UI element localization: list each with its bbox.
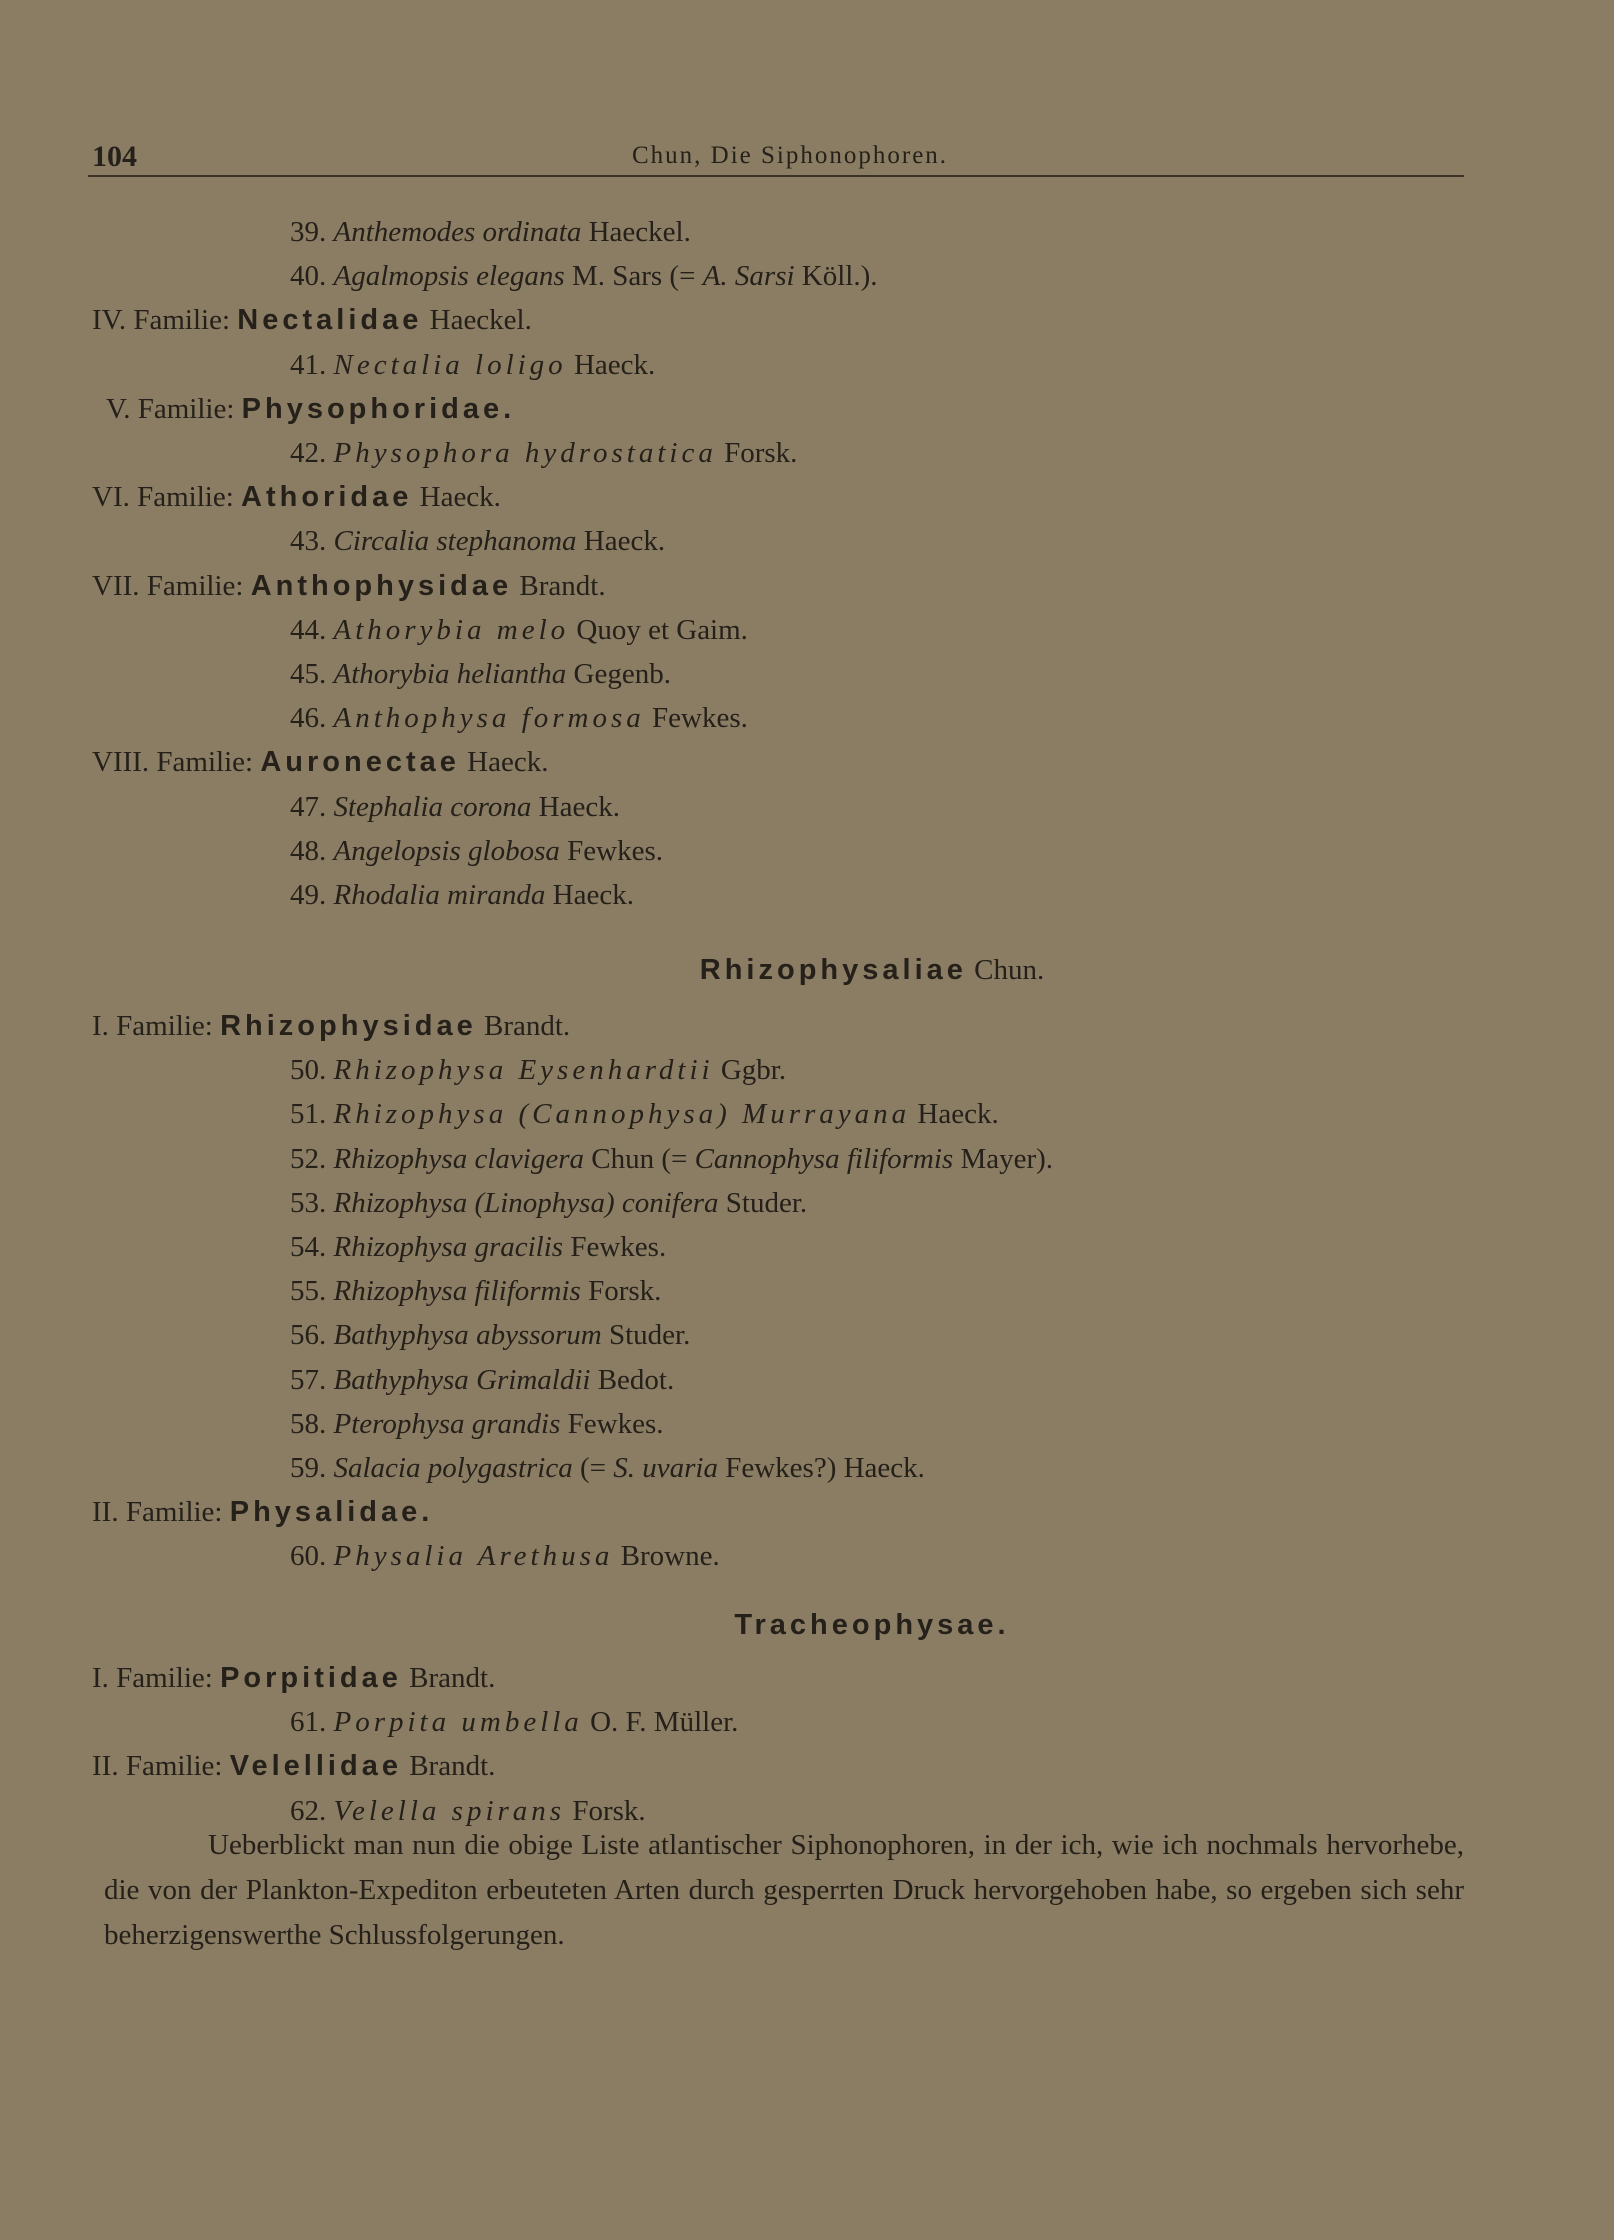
family-author: Haeck. — [467, 746, 549, 779]
genus-name: Agalmopsis — [333, 260, 469, 293]
family-ordinal: VII. — [92, 569, 140, 602]
entry-number: 48. — [290, 834, 327, 867]
species-binomial — [334, 835, 560, 867]
family-label: Familie: — [125, 1750, 223, 1783]
family-ordinal: IV. — [92, 304, 127, 337]
family-name: Physophoridae. — [241, 392, 516, 425]
family-label: Familie: — [156, 746, 254, 779]
synonym: Cannophysa filiformis — [694, 1142, 954, 1175]
entry-number: 53. — [290, 1186, 327, 1219]
author: Forsk. — [724, 437, 798, 469]
species-name: (Cannophysa) Murrayana — [518, 1098, 911, 1131]
page-number: 104 — [92, 140, 137, 173]
species-entry — [290, 1227, 666, 1267]
species-binomial — [334, 1187, 719, 1219]
species-name: ordinata — [482, 216, 582, 248]
entry-number: 42. — [290, 437, 327, 469]
species-binomial — [334, 702, 645, 734]
species-name: melo — [496, 613, 570, 646]
species-binomial — [334, 260, 565, 292]
species-name: polygastrica — [427, 1452, 573, 1484]
species-name: elegans — [476, 260, 565, 293]
genus-name: Circalia — [333, 525, 430, 558]
genus-name: Rhodalia — [333, 879, 440, 911]
species-entry — [290, 654, 671, 694]
family-heading — [92, 1658, 495, 1698]
family-name: Athoridae — [241, 481, 413, 514]
species-binomial — [334, 614, 570, 646]
genus-name: Rhizophysa — [333, 1142, 468, 1175]
species-entry — [290, 212, 691, 252]
species-entry — [290, 1536, 720, 1576]
author: Forsk. — [572, 1794, 646, 1827]
species-entry — [290, 1271, 661, 1311]
entry-number: 41. — [290, 348, 327, 381]
species-name: formosa — [521, 702, 645, 735]
author: Quoy et Gaim. — [576, 613, 748, 646]
family-ordinal: VI. — [92, 481, 130, 514]
author: (= — [580, 1452, 607, 1484]
species-entry — [290, 433, 797, 473]
family-heading — [92, 566, 606, 606]
species-name: Eysenhardtii — [518, 1054, 714, 1087]
section-heading-tracheophysae: Tracheophysae. — [734, 1609, 1010, 1641]
species-entry — [290, 1702, 738, 1742]
genus-name: Athorybia — [333, 658, 450, 690]
species-entry — [290, 1448, 925, 1488]
family-author: Brandt. — [519, 569, 606, 602]
family-label: Familie: — [116, 1010, 213, 1042]
species-binomial — [334, 1319, 602, 1351]
family-name: Rhizophysidae — [220, 1010, 477, 1042]
running-title: Chun, Die Siphonophoren. — [632, 142, 949, 169]
genus-name: Bathyphysa — [333, 1363, 469, 1396]
family-label: Familie: — [137, 392, 235, 425]
entry-number: 49. — [290, 879, 327, 911]
species-name: hydrostatica — [524, 437, 717, 469]
species-binomial — [334, 1408, 561, 1440]
synonym-author: Köll.). — [801, 260, 878, 293]
family-ordinal: II. — [92, 1496, 119, 1529]
species-binomial — [334, 1275, 581, 1307]
species-entry — [290, 1139, 1053, 1179]
entry-number: 50. — [290, 1054, 327, 1087]
species-entry — [290, 787, 620, 827]
genus-name: Nectalia — [333, 348, 464, 381]
synonym-author: Fewkes?) Haeck. — [725, 1452, 925, 1484]
family-label: Familie: — [133, 304, 231, 337]
family-name: Auronectae — [260, 746, 460, 779]
species-name: spirans — [451, 1794, 566, 1827]
author: Ggbr. — [720, 1054, 787, 1087]
family-author: Haeckel. — [429, 304, 532, 337]
genus-name: Rhizophysa — [333, 1275, 468, 1308]
genus-name: Velella — [333, 1794, 441, 1827]
family-heading — [92, 742, 548, 782]
species-binomial — [334, 1231, 564, 1263]
genus-name: Salacia — [333, 1452, 421, 1484]
species-name: corona — [450, 790, 532, 823]
author: Studer. — [608, 1319, 691, 1352]
author: Fewkes. — [567, 1407, 664, 1440]
genus-name: Anthophysa — [333, 702, 511, 735]
family-ordinal: I. — [92, 1662, 109, 1694]
species-binomial — [334, 1540, 614, 1572]
entry-number: 55. — [290, 1275, 327, 1308]
family-label: Familie: — [116, 1662, 213, 1694]
author: Haeck. — [538, 790, 620, 823]
species-entry — [290, 345, 655, 385]
genus-name: Stephalia — [333, 790, 444, 823]
author: Studer. — [725, 1186, 808, 1219]
genus-name: Rhizophysa — [333, 1098, 508, 1131]
family-name: Nectalidae — [237, 304, 423, 337]
species-entry — [290, 610, 748, 650]
author: Haeck. — [583, 525, 666, 558]
genus-name: Pterophysa — [333, 1407, 465, 1440]
family-ordinal: VIII. — [92, 746, 150, 779]
entry-number: 43. — [290, 525, 327, 558]
family-name: Porpitidae — [220, 1662, 402, 1694]
species-name: umbella — [461, 1706, 583, 1739]
family-label: Familie: — [137, 481, 234, 514]
family-ordinal: V. — [106, 392, 131, 425]
author: Forsk. — [588, 1275, 662, 1308]
species-name: miranda — [447, 879, 546, 911]
species-name: clavigera — [474, 1142, 584, 1175]
family-ordinal: I. — [92, 1010, 109, 1042]
species-entry — [290, 1183, 807, 1223]
family-ordinal: II. — [92, 1750, 119, 1783]
species-name: Grimaldii — [476, 1363, 591, 1396]
family-heading — [92, 477, 501, 517]
species-binomial — [334, 1795, 566, 1827]
species-name: gracilis — [474, 1231, 564, 1263]
family-heading — [92, 1746, 495, 1786]
species-entry — [290, 831, 663, 871]
species-name: filiformis — [474, 1275, 581, 1308]
species-binomial — [334, 1364, 591, 1396]
species-binomial — [334, 1054, 714, 1086]
author: Haeck. — [573, 348, 656, 381]
family-label: Familie: — [125, 1496, 223, 1529]
entry-number: 40. — [290, 260, 327, 293]
entry-number: 44. — [290, 613, 327, 646]
section-heading-rhizophysaliae: Rhizophysaliae Chun. — [699, 954, 1045, 986]
entry-number: 58. — [290, 1407, 327, 1440]
author: Chun (= — [591, 1142, 688, 1175]
author: Fewkes. — [567, 834, 663, 867]
family-heading — [92, 300, 532, 340]
family-name: Velellidae — [229, 1750, 402, 1783]
species-entry — [290, 698, 748, 738]
species-binomial — [334, 879, 546, 911]
species-binomial — [334, 658, 567, 690]
genus-name: Rhizophysa — [333, 1231, 468, 1263]
genus-name: Anthemodes — [333, 216, 476, 248]
entry-number: 46. — [290, 702, 327, 735]
species-name: loligo — [475, 348, 567, 381]
species-name: globosa — [468, 834, 560, 867]
genus-name: Rhizophysa — [333, 1054, 508, 1087]
species-name: (Linophysa) conifera — [474, 1186, 719, 1219]
species-name: abyssorum — [476, 1319, 602, 1352]
entry-number: 47. — [290, 790, 327, 823]
family-heading — [92, 1492, 433, 1532]
family-name: Anthophysidae — [250, 569, 513, 602]
entry-number: 51. — [290, 1098, 327, 1131]
entry-number: 56. — [290, 1319, 327, 1352]
species-binomial — [334, 791, 532, 823]
genus-name: Physophora — [333, 437, 514, 469]
author: Haeck. — [917, 1098, 999, 1131]
author: Fewkes. — [652, 702, 748, 735]
species-entry — [290, 521, 665, 561]
species-entry — [290, 1404, 664, 1444]
family-author: Brandt. — [484, 1010, 571, 1042]
author: Browne. — [620, 1540, 720, 1573]
species-binomial — [334, 1143, 584, 1175]
genus-name: Physalia — [333, 1540, 467, 1573]
family-author: Haeck. — [419, 481, 501, 514]
species-entry — [290, 1094, 999, 1134]
synonym: S. uvaria — [613, 1452, 718, 1484]
species-name: Arethusa — [477, 1540, 614, 1573]
species-entry — [290, 1050, 786, 1090]
species-name: stephanoma — [436, 525, 577, 558]
family-label: Familie: — [146, 569, 244, 602]
species-binomial — [334, 216, 582, 248]
family-author: Brandt. — [409, 1750, 496, 1783]
header-rule — [88, 175, 1464, 177]
concluding-paragraph: Ueberblickt man nun die obige Liste atlantischer Siphonophoren, in der ich, wie ich nochmals hervorhebe, die von der Plankton-Expediton erbeuteten Arten durch gesperrten Druck hervorgehoben habe, so ergeben sich sehr beherzigenswerthe Schlussfolgerungen. — [104, 1829, 1464, 1951]
author: Bedot. — [597, 1363, 675, 1396]
species-entry — [290, 875, 634, 915]
species-binomial — [334, 525, 577, 557]
genus-name: Angelopsis — [333, 834, 461, 867]
species-binomial — [334, 349, 567, 381]
author: Fewkes. — [570, 1231, 667, 1263]
species-entry — [290, 1315, 690, 1355]
genus-name: Bathyphysa — [333, 1319, 469, 1352]
species-name: heliantha — [456, 658, 567, 690]
synonym-author: Mayer). — [960, 1142, 1054, 1175]
entry-number: 39. — [290, 216, 327, 248]
genus-name: Athorybia — [333, 613, 486, 646]
synonym: A. Sarsi — [702, 260, 795, 293]
family-heading — [92, 1006, 570, 1046]
species-binomial — [334, 437, 717, 469]
genus-name: Porpita — [333, 1706, 451, 1739]
author: Haeckel. — [588, 216, 691, 248]
author: Gegenb. — [573, 658, 671, 690]
genus-name: Rhizophysa — [333, 1186, 468, 1219]
entry-number: 52. — [290, 1142, 327, 1175]
entry-number: 59. — [290, 1452, 327, 1484]
author: O. F. Müller. — [590, 1706, 739, 1739]
entry-number: 60. — [290, 1540, 327, 1573]
family-name: Physalidae. — [229, 1496, 434, 1529]
species-entry — [290, 256, 878, 296]
species-binomial — [334, 1706, 583, 1738]
family-heading — [106, 389, 515, 429]
species-binomial — [334, 1098, 911, 1130]
species-entry — [290, 1360, 674, 1400]
author: Haeck. — [552, 879, 634, 911]
species-binomial — [334, 1452, 573, 1484]
entry-number: 62. — [290, 1794, 327, 1827]
entry-number: 45. — [290, 658, 327, 690]
author: M. Sars (= — [571, 260, 696, 293]
entry-number: 61. — [290, 1706, 327, 1739]
entry-number: 57. — [290, 1363, 327, 1396]
entry-number: 54. — [290, 1231, 327, 1263]
family-author: Brandt. — [409, 1662, 496, 1694]
species-name: grandis — [471, 1407, 561, 1440]
